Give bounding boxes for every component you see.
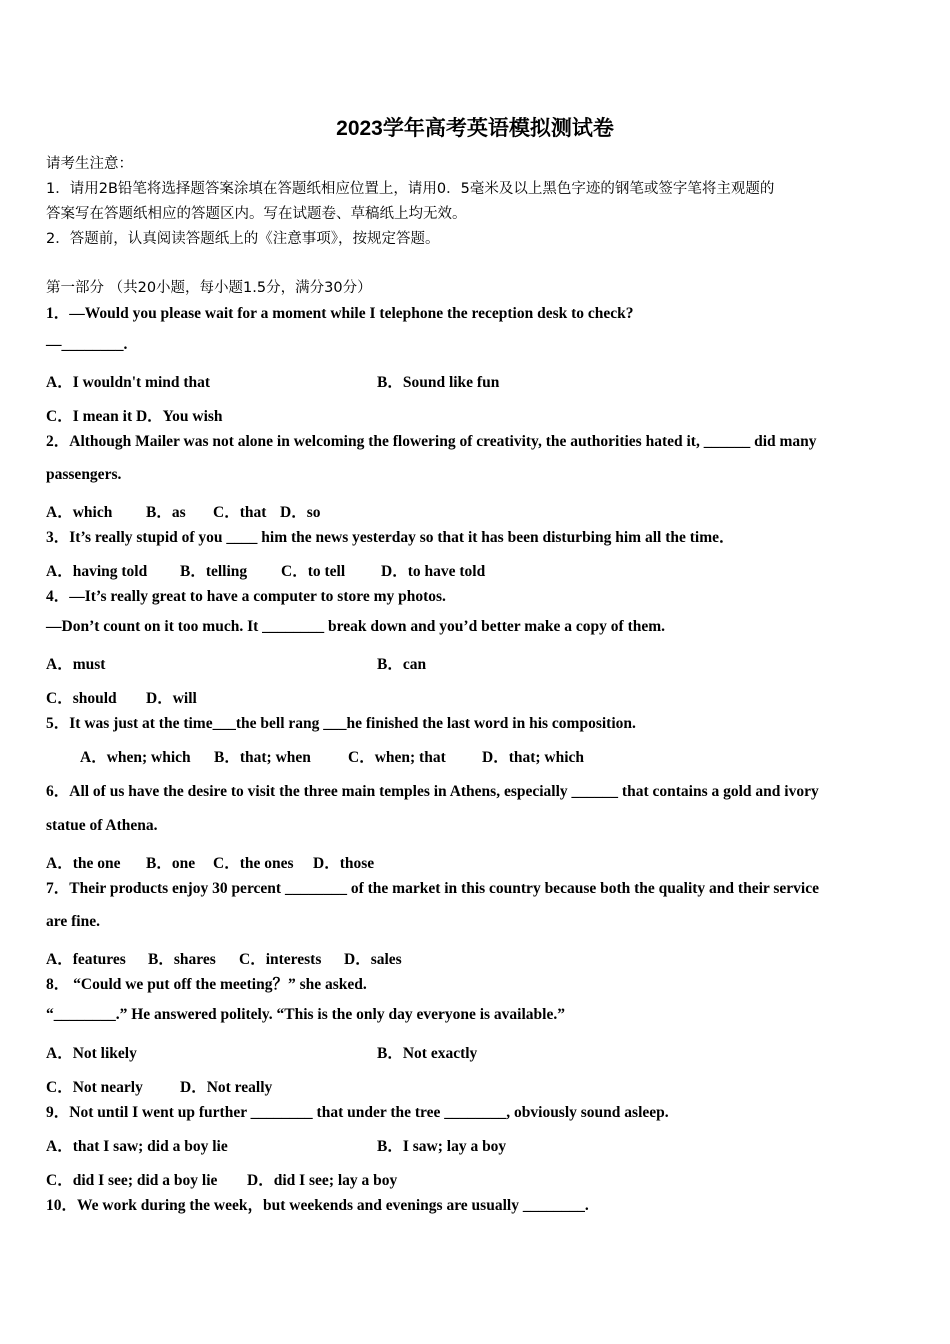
option-c[interactable]: C．to tell xyxy=(281,563,346,580)
question-2-options xyxy=(46,500,320,522)
question-2-stem: 2．Although Mailer was not alone in welcoming the flowering of creativity, the authorities hated it, ______ did many xyxy=(46,433,817,450)
question-8-options-row-1 xyxy=(46,1041,906,1063)
part-heading: 第一部分 （共20小题，每小题1.5分，满分30分） xyxy=(46,280,372,296)
option-a[interactable]: A．which xyxy=(46,504,113,521)
option-d[interactable]: D．did I see; lay a boy xyxy=(247,1172,398,1189)
question-10-stem: 10．We work during the week，but weekends and evenings are usually ________. xyxy=(46,1197,589,1214)
question-4-stem: 4．—It’s really great to have a computer to store my photos. xyxy=(46,588,446,605)
option-b[interactable]: B．as xyxy=(146,504,186,521)
question-4-options-row-2 xyxy=(46,686,197,708)
question-8-response: “________.” He answered politely. “This is the only day everyone is available.” xyxy=(46,1006,565,1023)
question-8-stem: 8． “Could we put off the meeting？” she asked. xyxy=(46,976,367,993)
question-2-stem-cont: passengers. xyxy=(46,466,122,483)
option-d[interactable]: D．Not really xyxy=(180,1079,273,1096)
option-b[interactable]: B．Sound like fun xyxy=(377,374,500,391)
notice-line-2: 答案写在答题纸相应的答题区内。写在试题卷、草稿纸上均无效。 xyxy=(46,206,467,222)
option-b[interactable]: B．shares xyxy=(148,951,216,968)
question-9-options-row-2 xyxy=(46,1168,397,1190)
option-b[interactable]: B．that; when xyxy=(214,749,311,766)
question-3-options xyxy=(46,559,485,581)
option-b[interactable]: B．Not exactly xyxy=(377,1045,478,1062)
option-d[interactable]: D．those xyxy=(313,855,375,872)
option-d[interactable]: D．that; which xyxy=(482,749,585,766)
question-7-options xyxy=(46,947,402,969)
question-7-stem-cont: are fine. xyxy=(46,913,100,930)
question-7-stem: 7．Their products enjoy 30 percent ________ of the market in this country because both the quality and their service xyxy=(46,880,819,897)
option-d[interactable]: D．sales xyxy=(344,951,402,968)
option-c[interactable]: C．should xyxy=(46,690,117,707)
question-6-options xyxy=(46,851,374,873)
option-b[interactable]: B．I saw; lay a boy xyxy=(377,1138,507,1155)
question-5-stem: 5．It was just at the time___the bell rang ___he finished the last word in his composition. xyxy=(46,715,636,732)
question-1-options-row-1 xyxy=(46,370,906,392)
question-9-stem: 9．Not until I went up further ________ that under the tree ________, obviously sound asleep. xyxy=(46,1104,669,1121)
question-4-options-row-1 xyxy=(46,652,906,674)
page-title: 2023学年高考英语模拟测试卷 xyxy=(336,117,614,140)
option-a[interactable]: A．having told xyxy=(46,563,148,580)
option-c[interactable]: C．Not nearly xyxy=(46,1079,143,1096)
question-1-response: —________. xyxy=(46,336,128,353)
question-9-options-row-1 xyxy=(46,1134,906,1156)
question-8-options-row-2 xyxy=(46,1075,272,1097)
question-1-stem: 1．—Would you please wait for a moment while I telephone the reception desk to check? xyxy=(46,305,634,322)
option-c[interactable]: C．that xyxy=(213,504,267,521)
option-b[interactable]: B．can xyxy=(377,656,427,673)
question-4-response: —Don’t count on it too much. It ________ break down and you’d better make a copy of them. xyxy=(46,618,666,635)
option-a[interactable]: A．that I saw; did a boy lie xyxy=(46,1138,228,1155)
notice-heading: 请考生注意： xyxy=(46,156,133,172)
option-a[interactable]: A．when; which xyxy=(80,749,191,766)
question-6-stem: 6．All of us have the desire to visit the three main temples in Athens, especially ______ that contains a gold and ivory xyxy=(46,783,819,800)
option-b[interactable]: B．one xyxy=(146,855,196,872)
option-b[interactable]: B．telling xyxy=(180,563,248,580)
option-a[interactable]: A．I wouldn't mind that xyxy=(46,374,211,391)
question-3-stem: 3．It’s really stupid of you ____ him the news yesterday so that it has been disturbing him all the time． xyxy=(46,529,735,546)
option-c[interactable]: C．when; that xyxy=(348,749,446,766)
option-c[interactable]: C．did I see; did a boy lie xyxy=(46,1172,218,1189)
notice-line-3: 2．答题前，认真阅读答题纸上的《注意事项》，按规定答题。 xyxy=(46,231,440,247)
question-6-stem-cont: statue of Athena. xyxy=(46,817,158,834)
option-c[interactable]: C．the ones xyxy=(213,855,294,872)
option-c-d[interactable]: C．I mean it D．You wish xyxy=(46,408,223,425)
notice-line-1: 1．请用2B铅笔将选择题答案涂填在答题纸相应位置上，请用0．5毫米及以上黑色字迹的钢笔或签字笔将主观题的 xyxy=(46,181,775,197)
option-a[interactable]: A．must xyxy=(46,656,106,673)
option-a[interactable]: A．Not likely xyxy=(46,1045,137,1062)
option-a[interactable]: A．the one xyxy=(46,855,121,872)
option-d[interactable]: D．will xyxy=(146,690,197,707)
option-d[interactable]: D．to have told xyxy=(381,563,486,580)
question-5-options xyxy=(80,745,584,767)
option-c[interactable]: C．interests xyxy=(239,951,322,968)
option-a[interactable]: A．features xyxy=(46,951,126,968)
option-d[interactable]: D．so xyxy=(280,504,321,521)
